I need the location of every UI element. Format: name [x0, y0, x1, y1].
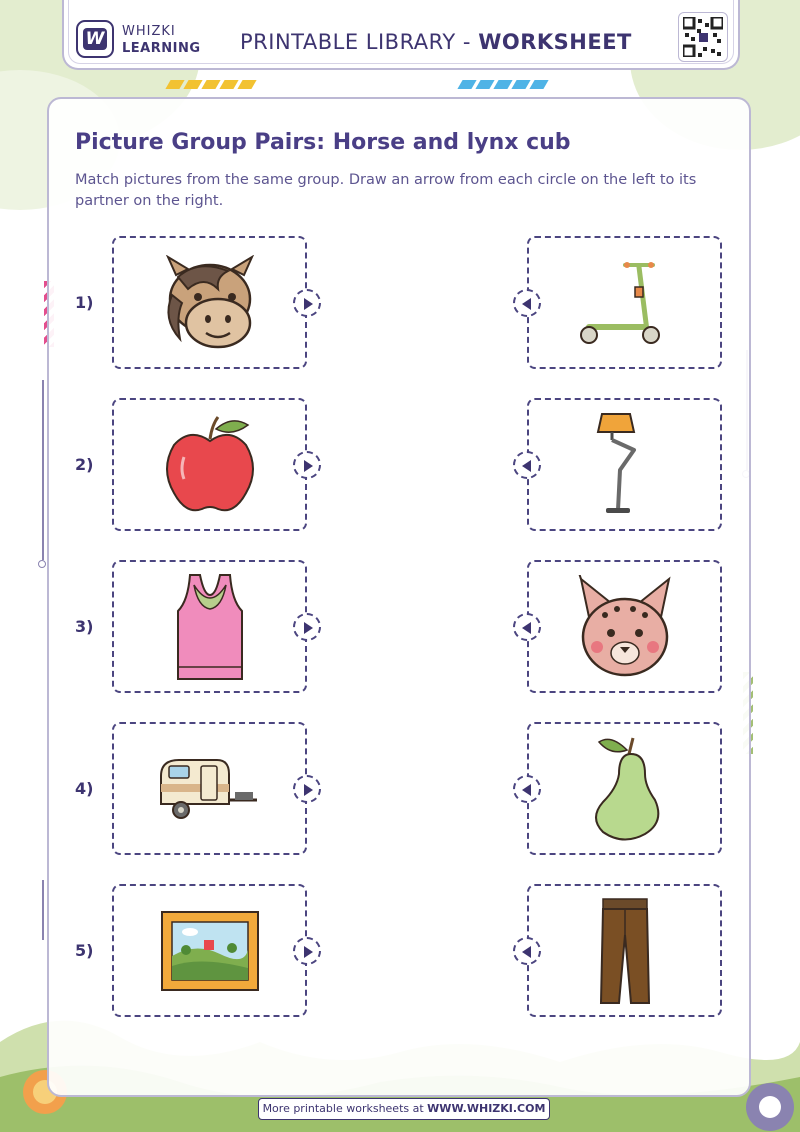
apple-icon [160, 413, 260, 517]
right-connector-circle[interactable] [513, 613, 541, 641]
right-picture-card [527, 722, 722, 855]
qr-code-icon [678, 12, 728, 62]
left-picture-card [112, 236, 307, 369]
right-picture-card [527, 884, 722, 1017]
brand-subtitle: LEARNING [122, 41, 201, 56]
decorative-ticks-blue [460, 80, 546, 89]
right-connector-circle[interactable] [513, 937, 541, 965]
row-number: 5) [75, 941, 94, 960]
camper-trailer-icon [155, 754, 265, 824]
worksheet-instructions: Match pictures from the same group. Draw an arrow from each circle on the left to its partner on the right. [75, 172, 697, 209]
left-connector-circle[interactable] [293, 613, 321, 641]
decorative-line [42, 380, 44, 560]
tank-top-icon [168, 571, 252, 683]
decorative-line [42, 880, 44, 940]
footer-text: More printable worksheets at [262, 1102, 428, 1115]
left-connector-circle[interactable] [293, 451, 321, 479]
right-picture-card [527, 398, 722, 531]
worksheet-header [62, 0, 740, 70]
left-picture-card [112, 560, 307, 693]
horse-icon [158, 255, 262, 351]
trousers-icon [595, 895, 655, 1007]
scooter-icon [577, 255, 673, 351]
row-number: 1) [75, 293, 94, 312]
qr-code-graphic [683, 17, 723, 57]
footer-banner [258, 1098, 550, 1120]
right-connector-circle[interactable] [513, 775, 541, 803]
right-picture-card [527, 236, 722, 369]
pear-icon [583, 734, 667, 844]
worksheet-title: Picture Group Pairs: Horse and lynx cub [75, 130, 571, 155]
header-title [240, 30, 632, 54]
decorative-ticks-yellow [168, 80, 254, 89]
left-connector-circle[interactable] [293, 775, 321, 803]
left-picture-card [112, 398, 307, 531]
brand-name: WHIZKI [122, 24, 176, 39]
row-number: 2) [75, 455, 94, 474]
floor-lamp-icon [590, 410, 660, 520]
header-title-prefix: PRINTABLE LIBRARY - [240, 30, 479, 54]
row-number: 3) [75, 617, 94, 636]
header-title-bold: WORKSHEET [478, 30, 632, 54]
right-connector-circle[interactable] [513, 289, 541, 317]
right-picture-card [527, 560, 722, 693]
footer-link[interactable]: WWW.WHIZKI.COM [427, 1102, 546, 1115]
right-connector-circle[interactable] [513, 451, 541, 479]
whizki-logo-icon [76, 20, 114, 58]
lynx-cub-icon [575, 575, 675, 679]
left-connector-circle[interactable] [293, 289, 321, 317]
left-picture-card [112, 884, 307, 1017]
logo-letter: W [83, 28, 107, 50]
left-picture-card [112, 722, 307, 855]
landscape-painting-icon [160, 910, 260, 992]
left-connector-circle[interactable] [293, 937, 321, 965]
decorative-dot [38, 560, 46, 568]
row-number: 4) [75, 779, 94, 798]
